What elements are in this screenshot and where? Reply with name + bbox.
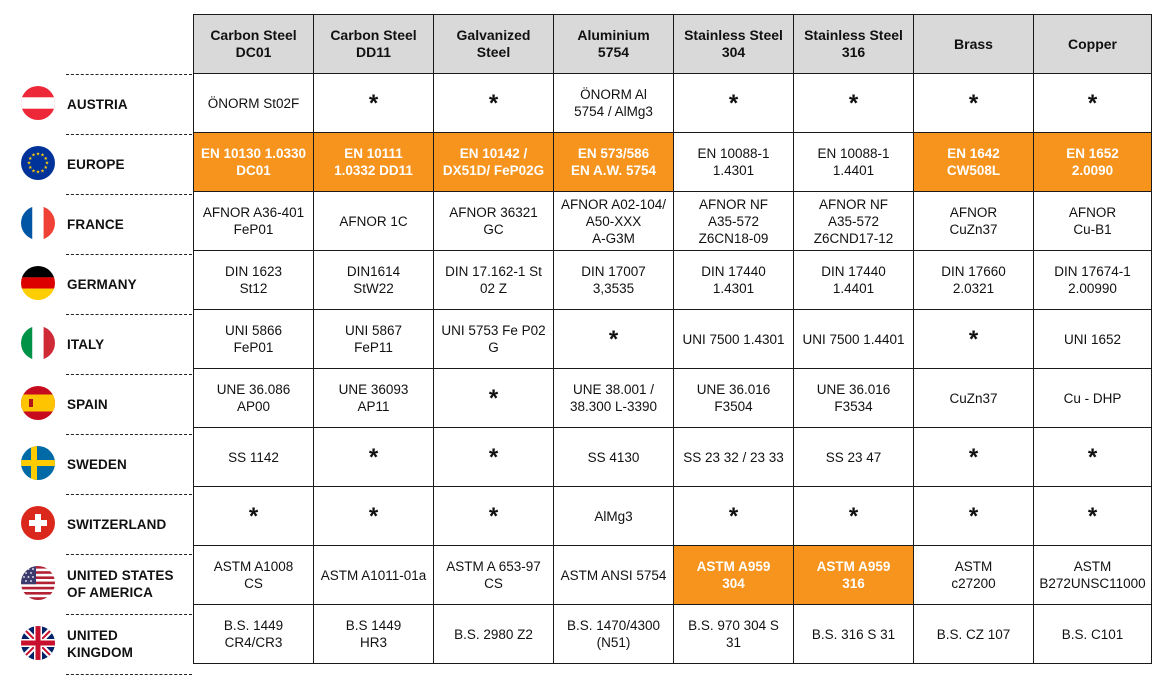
country-row-switzerland [0, 494, 192, 554]
country-row-germany [0, 254, 192, 314]
table-cell: UNI 7500 1.4301 [674, 310, 794, 369]
table-cell: * [194, 487, 314, 546]
table-cell: DIN 17440 1.4401 [794, 251, 914, 310]
table-cell: UNI 1652 [1034, 310, 1152, 369]
country-row-usa [0, 554, 192, 614]
country-name: EUROPE [67, 156, 125, 172]
germany-flag-icon [21, 266, 55, 300]
table-cell: EN 10130 1.0330 DC01 [194, 133, 314, 192]
table-cell: ASTM A959 316 [794, 546, 914, 605]
column-header: Aluminium 5754 [554, 15, 674, 74]
table-cell: ÖNORM St02F [194, 74, 314, 133]
country-name: AUSTRIA [67, 96, 128, 112]
table-cell: * [314, 487, 434, 546]
svg-text:★: ★ [26, 160, 32, 167]
table-cell: AFNOR NF A35-572 Z6CND17-12 [794, 192, 914, 251]
table-cell: UNE 36.016 F3504 [674, 369, 794, 428]
column-header: Carbon Steel DD11 [314, 15, 434, 74]
table-cell: SS 4130 [554, 428, 674, 487]
svg-text:★: ★ [31, 168, 36, 175]
table-cell: AFNOR NF A35-572 Z6CN18-09 [674, 192, 794, 251]
country-name: UNITED KINGDOM [67, 628, 133, 660]
table-cell: * [434, 428, 554, 487]
svg-text:★: ★ [27, 156, 33, 162]
column-header: Brass [914, 15, 1034, 74]
header-row [194, 15, 1152, 74]
table-cell: * [914, 428, 1034, 487]
table-cell: ASTM A1008 CS [194, 546, 314, 605]
table-row [194, 310, 1152, 369]
country-row-france [0, 194, 192, 254]
table-cell: UNE 36.016 F3534 [794, 369, 914, 428]
france-flag-icon [21, 206, 55, 240]
table-cell: * [794, 487, 914, 546]
table-cell: UNI 5866 FeP01 [194, 310, 314, 369]
country-name: GERMANY [67, 276, 137, 292]
svg-text:★: ★ [44, 160, 50, 167]
country-name: SWEDEN [67, 456, 127, 472]
table-cell: * [434, 369, 554, 428]
table-cell: SS 23 47 [794, 428, 914, 487]
table-cell: * [434, 74, 554, 133]
svg-text:★: ★ [43, 165, 49, 171]
country-row-sweden [0, 434, 192, 494]
material-standards-table [193, 14, 1152, 664]
table-cell: EN 10088-1 1.4401 [794, 133, 914, 192]
table-cell: EN 10111 1.0332 DD11 [314, 133, 434, 192]
svg-text:★: ★ [40, 152, 45, 159]
table-cell: AFNOR 1C [314, 192, 434, 251]
table-cell: EN 1652 2.0090 [1034, 133, 1152, 192]
country-name: SWITZERLAND [67, 516, 167, 532]
column-header: Galvanized Steel [434, 15, 554, 74]
table-cell: DIN 17660 2.0321 [914, 251, 1034, 310]
table-cell: ASTM c27200 [914, 546, 1034, 605]
table-cell: Cu - DHP [1034, 369, 1152, 428]
table-cell: * [674, 74, 794, 133]
italy-flag-icon [21, 326, 55, 360]
table-cell: DIN 17.162-1 St 02 Z [434, 251, 554, 310]
table-cell: ASTM A959 304 [674, 546, 794, 605]
table-cell: * [914, 487, 1034, 546]
usa-flag-icon [21, 566, 55, 600]
table-row [194, 546, 1152, 605]
table-cell: AFNOR 36321 GC [434, 192, 554, 251]
table-row [194, 369, 1152, 428]
table-row [194, 74, 1152, 133]
table-cell: SS 1142 [194, 428, 314, 487]
table-row [194, 133, 1152, 192]
table-row [194, 605, 1152, 664]
table-cell: * [914, 74, 1034, 133]
table-row [194, 192, 1152, 251]
svg-text:★: ★ [35, 151, 41, 158]
table-cell: ASTM A 653-97 CS [434, 546, 554, 605]
table-cell: ÖNORM Al 5754 / AlMg3 [554, 74, 674, 133]
table-cell: ASTM A1011-01a [314, 546, 434, 605]
country-row-uk [0, 614, 192, 674]
country-row-italy [0, 314, 192, 374]
table-cell: B.S. CZ 107 [914, 605, 1034, 664]
switzerland-flag-icon [21, 506, 55, 540]
table-cell: * [554, 310, 674, 369]
table-cell: DIN1614 StW22 [314, 251, 434, 310]
table-cell: AFNOR Cu-B1 [1034, 192, 1152, 251]
country-name: SPAIN [67, 396, 108, 412]
table-row [194, 251, 1152, 310]
country-name: UNITED STATES OF AMERICA [67, 568, 174, 600]
table-cell: B.S. 970 304 S 31 [674, 605, 794, 664]
table-row [194, 487, 1152, 546]
table-cell: * [1034, 428, 1152, 487]
table-cell: EN 10088-1 1.4301 [674, 133, 794, 192]
table-cell: DIN 17440 1.4301 [674, 251, 794, 310]
table-cell: * [1034, 487, 1152, 546]
table-cell: B.S 1449 HR3 [314, 605, 434, 664]
austria-flag-icon [21, 86, 55, 120]
svg-text:★: ★ [35, 169, 41, 176]
table-row [194, 428, 1152, 487]
table-cell: UNI 7500 1.4401 [794, 310, 914, 369]
table-cell: B.S. C101 [1034, 605, 1152, 664]
spain-flag-icon [21, 386, 55, 420]
svg-text:★: ★ [31, 152, 36, 159]
svg-text:★: ★ [27, 165, 33, 171]
country-row-spain [0, 374, 192, 434]
column-header: Carbon Steel DC01 [194, 15, 314, 74]
table-cell: EN 573/586 EN A.W. 5754 [554, 133, 674, 192]
table-cell: * [314, 74, 434, 133]
svg-text:★: ★ [43, 156, 49, 162]
table-cell: CuZn37 [914, 369, 1034, 428]
country-name: FRANCE [67, 216, 124, 232]
table-cell: * [1034, 74, 1152, 133]
table-cell: UNE 36.086 AP00 [194, 369, 314, 428]
table-cell: * [674, 487, 794, 546]
column-header: Copper [1034, 15, 1152, 74]
uk-flag-icon [21, 626, 55, 660]
table-cell: SS 23 32 / 23 33 [674, 428, 794, 487]
table-cell: B.S. 1470/4300 (N51) [554, 605, 674, 664]
table-cell: AFNOR A02-104/ A50-XXX A-G3M [554, 192, 674, 251]
table-cell: AlMg3 [554, 487, 674, 546]
table-cell: DIN 1623 St12 [194, 251, 314, 310]
country-row-austria [0, 74, 192, 134]
table-cell: B.S. 2980 Z2 [434, 605, 554, 664]
table-cell: UNE 36093 AP11 [314, 369, 434, 428]
country-column [0, 74, 192, 674]
table-cell: UNI 5867 FeP11 [314, 310, 434, 369]
column-header: Stainless Steel 316 [794, 15, 914, 74]
table-cell: AFNOR CuZn37 [914, 192, 1034, 251]
svg-text:★: ★ [40, 168, 45, 175]
table-cell: B.S. 1449 CR4/CR3 [194, 605, 314, 664]
table-cell: EN 10142 / DX51D/ FeP02G [434, 133, 554, 192]
table-cell: EN 1642 CW508L [914, 133, 1034, 192]
table-cell: DIN 17007 3,3535 [554, 251, 674, 310]
table-cell: * [434, 487, 554, 546]
country-name: ITALY [67, 336, 105, 352]
sweden-flag-icon [21, 446, 55, 480]
table-cell: UNE 38.001 / 38.300 L-3390 [554, 369, 674, 428]
table-cell: ASTM B272UNSC11000 [1034, 546, 1152, 605]
table-cell: ASTM ANSI 5754 [554, 546, 674, 605]
table-cell: AFNOR A36-401 FeP01 [194, 192, 314, 251]
table-cell: * [314, 428, 434, 487]
eu-flag-icon [21, 146, 55, 180]
column-header: Stainless Steel 304 [674, 15, 794, 74]
table-cell: * [794, 74, 914, 133]
table-cell: * [914, 310, 1034, 369]
country-row-europe [0, 134, 192, 194]
table-cell: B.S. 316 S 31 [794, 605, 914, 664]
table-cell: DIN 17674-1 2.00990 [1034, 251, 1152, 310]
table-cell: UNI 5753 Fe P02 G [434, 310, 554, 369]
